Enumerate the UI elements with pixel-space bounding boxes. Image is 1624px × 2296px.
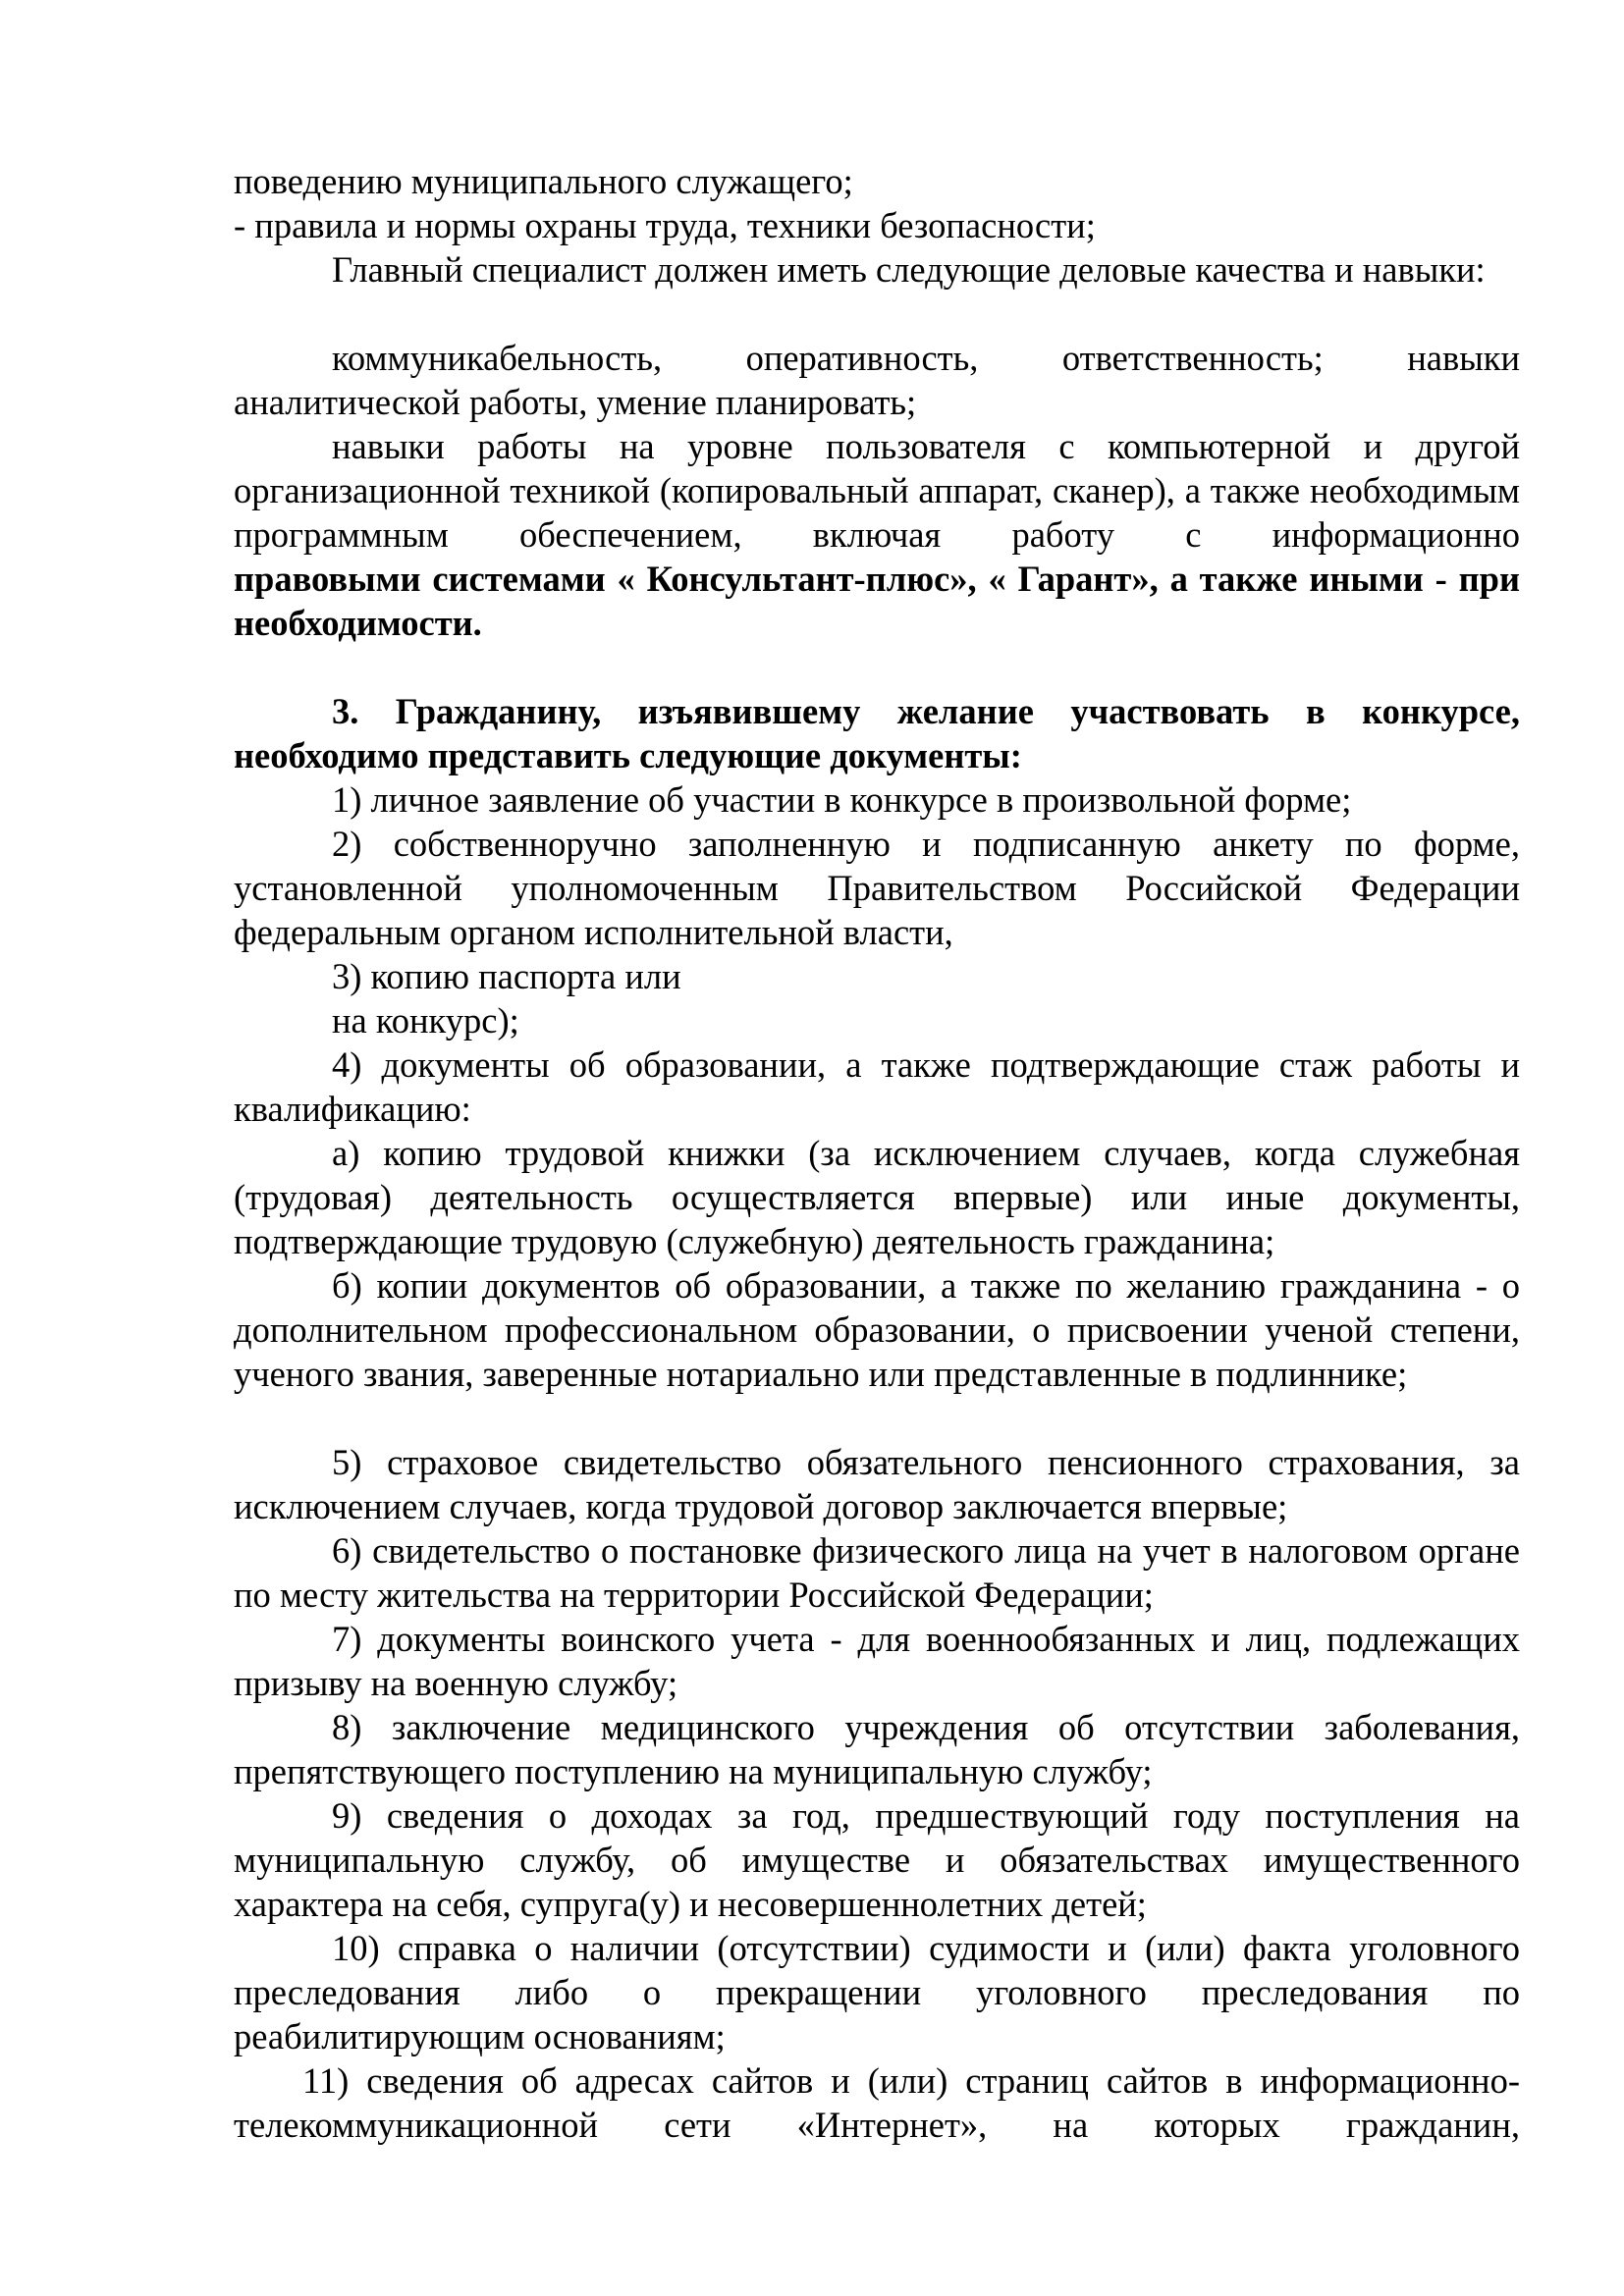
section-3-heading: 3. Гражданину, изъявившему желание участвовать в конкурсе, необходимо представить следующие документы: [234, 691, 1520, 775]
list-item-3-continuation: на конкурс); [332, 1000, 519, 1041]
list-item-4: 4) документы об образовании, а также подтверждающие стаж работы и квалификацию: [234, 1044, 1520, 1129]
list-item-10: 10) справка о наличии (отсутствии) судимости и (или) факта уголовного преследования либо о прекращении уголовного преследования по реабилитирующим основаниям; [234, 1928, 1520, 2056]
paragraph-behavior-line: поведению муниципального служащего; [234, 161, 853, 201]
list-item-6: 6) свидетельство о постановке физического лица на учет в налоговом органе по месту жительства на территории Российской Федерации; [234, 1530, 1520, 1615]
list-item-1: 1) личное заявление об участии в конкурсе в произвольной форме; [332, 779, 1352, 820]
paragraph-safety-rules: - правила и нормы охраны труда, техники безопасности; [234, 205, 1096, 245]
list-item-9: 9) сведения о доходах за год, предшествующий году поступления на муниципальную службу, об имуществе и обязательствах имущественного характера на себя, супруга(у) и несовершеннолетних детей; [234, 1795, 1520, 1924]
list-item-5: 5) страховое свидетельство обязательного пенсионного страхования, за исключением случаев, когда трудовой договор заключается впервые; [234, 1442, 1520, 1526]
list-item-4a: а) копию трудовой книжки (за исключением случаев, когда служебная (трудовая) деятельность осуществляется впервые) или иные документы, подтверждающие трудовую (служебную) деятельность гражданина; [234, 1133, 1520, 1261]
paragraph-computer-skills: навыки работы на уровне пользователя с компьютерной и другой организационной техникой (копировальный аппарат, сканер), а также необходимым программным обеспечением, включая работу с информационно [234, 426, 1520, 555]
list-item-3: 3) копию паспорта или [332, 956, 681, 996]
list-item-7: 7) документы воинского учета - для военнообязанных и лиц, подлежащих призыву на военную службу; [234, 1619, 1520, 1703]
list-item-2: 2) собственноручно заполненную и подписанную анкету по форме, установленной уполномоченным Правительством Российской Федерации федеральным органом исполнительной власти, [234, 824, 1520, 952]
list-item-8: 8) заключение медицинского учреждения об отсутствии заболевания, препятствующего поступлению на муниципальную службу; [234, 1707, 1520, 1791]
list-item-4b: б) копии документов об образовании, а также по желанию гражданина - о дополнительном профессиональном образовании, о присвоении ученой степени, ученого звания, заверенные нотариально или представленные в подлиннике; [234, 1265, 1520, 1394]
paragraph-legal-systems: правовыми системами « Консультант-плюс», « Гарант», а также иными - при необходимости. [234, 559, 1520, 643]
paragraph-communication-skills: коммуникабельность, оперативность, ответственность; навыки аналитической работы, умение планировать; [234, 338, 1520, 422]
list-item-11: 11) сведения об адресах сайтов и (или) страниц сайтов в информационно-телекоммуникационной сети «Интернет», на которых гражданин, [234, 2060, 1520, 2145]
paragraph-business-qualities: Главный специалист должен иметь следующие деловые качества и навыки: [332, 249, 1486, 290]
